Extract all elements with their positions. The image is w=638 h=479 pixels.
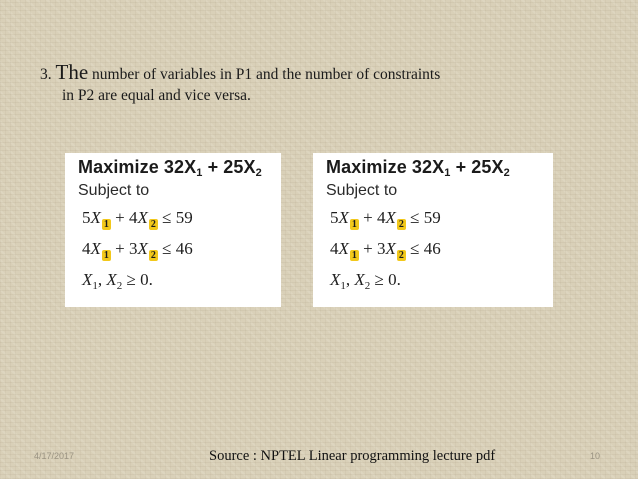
slide-number: 10 xyxy=(590,451,601,461)
problem-p2-image xyxy=(313,153,553,307)
constraint-2: 4X 1 + 3X 2 ≤ 46 xyxy=(330,239,441,261)
non-negativity-constraint: $X_1$, $X_2 \ge 0$. xyxy=(82,270,153,292)
point-number: 3. xyxy=(40,66,52,83)
highlight-marker: 2 xyxy=(150,250,156,261)
point-3 xyxy=(40,62,610,106)
highlight-marker: 2 xyxy=(398,250,404,261)
highlight-marker: 2 xyxy=(150,219,156,230)
point-line1-text: number of variables in P1 and the number of constraints xyxy=(92,66,441,83)
subject-to-label: Subject to xyxy=(78,182,150,199)
highlight-marker: 1 xyxy=(351,219,357,230)
point-line-1 xyxy=(40,62,610,85)
point-line-2: in P2 are equal and vice versa. xyxy=(62,87,251,104)
non-negativity-constraint: $X_1$, $X_2 \ge 0$. xyxy=(330,270,401,292)
highlight-marker: 1 xyxy=(351,250,357,261)
highlight-marker: 2 xyxy=(398,219,404,230)
constraint-1: 5X 1 + 4X 2 ≤ 59 xyxy=(82,208,193,230)
point-lead-word: The xyxy=(55,60,89,84)
highlight-marker: 1 xyxy=(103,219,109,230)
highlight-marker: 1 xyxy=(103,250,109,261)
problem-p1-image xyxy=(65,153,281,307)
constraint-1: 5X 1 + 4X 2 ≤ 59 xyxy=(330,208,441,230)
objective-title: Maximize $32X_1 + 25X_2$ xyxy=(326,157,510,179)
constraint-2: 4X 1 + 3X 2 ≤ 46 xyxy=(82,239,193,261)
objective-title: Maximize $32X_1 + 25X_2$ xyxy=(78,157,262,179)
source-note: Source : NPTEL Linear programming lecture pdf xyxy=(209,448,496,464)
slide-date: 4/17/2017 xyxy=(34,451,75,461)
subject-to-label: Subject to xyxy=(326,182,398,199)
